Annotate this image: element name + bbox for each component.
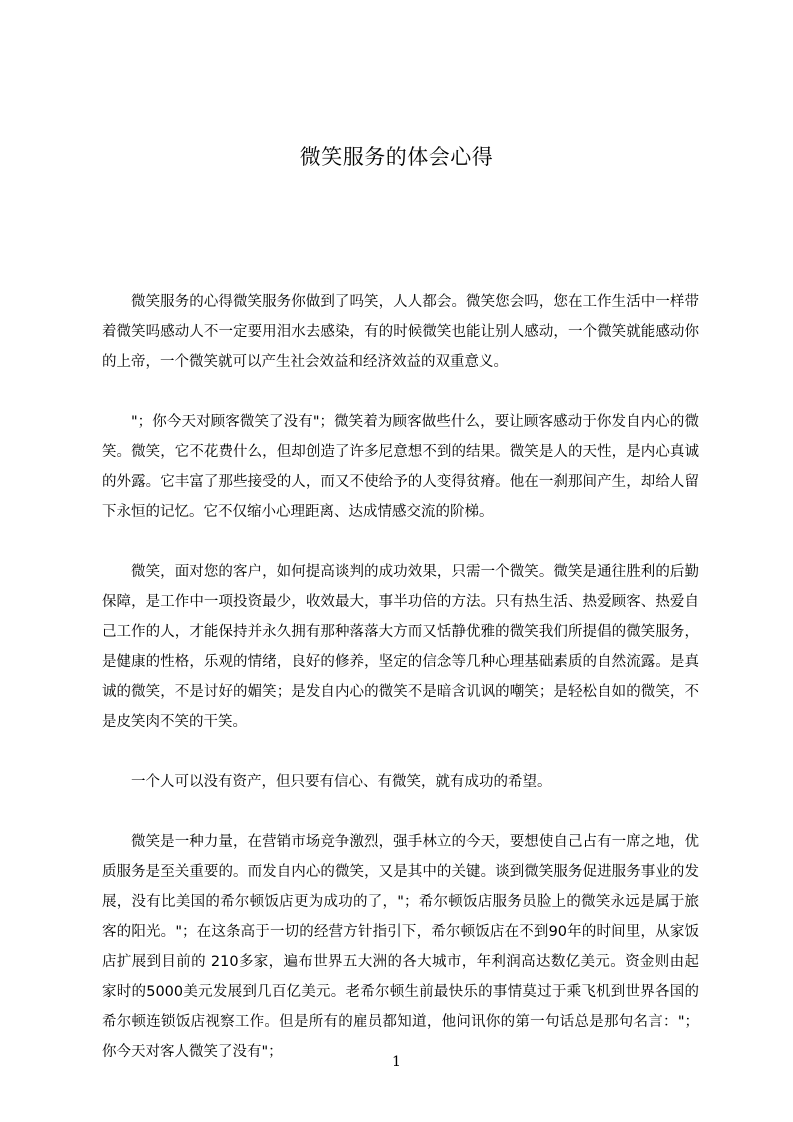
- paragraph-spacer: [102, 797, 699, 827]
- paragraph-spacer: [102, 377, 699, 407]
- paragraph-1: 微笑服务的心得微笑服务你做到了吗笑，人人都会。微笑您会吗，您在工作生活中一样带着微笑吗感动人不一定要用泪水去感染，有的时候微笑也能让别人感动，一个微笑就能感动你的上帝，一个微笑就可以产生社会效益和经济效益的双重意义。: [102, 294, 699, 370]
- paragraph-spacer: [102, 737, 699, 767]
- paragraph-2: "；你今天对顾客微笑了没有"；微笑着为顾客做些什么，要让顾客感动于你发自内心的微笑。微笑，它不花费什么，但却创造了许多尼意想不到的结果。微笑是人的天性，是内心真诚的外露。它丰富了那些接受的人，而又不使给予的人变得贫瘠。他在一刹那间产生，却给人留下永恒的记忆。它不仅缩小心理距离、达成情感交流的阶梯。: [102, 414, 699, 520]
- paragraph-3: 微笑，面对您的客户，如何提高谈判的成功效果，只需一个微笑。微笑是通往胜利的后勤保障，是工作中一项投资最少，收效最大，事半功倍的方法。只有热生活、热爱顾客、热爱自己工作的人，才能保持并永久拥有那种落落大方而又恬静优雅的微笑我们所提倡的微笑服务，是健康的性格，乐观的情绪，良好的修养，坚定的信念等几种心理基础素质的自然流露。是真诚的微笑，不是讨好的媚笑；是发自内心的微笑不是暗含讥讽的嘲笑；是轻松自如的微笑，不是皮笑肉不笑的干笑。: [102, 564, 699, 730]
- document-body: [102, 287, 699, 1060]
- document-title: 微笑服务的体会心得: [299, 145, 494, 169]
- paragraph-4: 一个人可以没有资产，但只要有信心、有微笑，就有成功的希望。: [131, 774, 552, 790]
- paragraph-5: 微笑是一种力量，在营销市场竞争激烈，强手林立的今天，要想使自己占有一席之地，优质服务是至关重要的。而发自内心的微笑，又是其中的关键。谈到微笑服务促进服务事业的发展，没有比美国的希尔顿饭店更为成功的了，"；希尔顿饭店服务员脸上的微笑永远是属于旅客的阳光。"；在这条高于一切的经营方针指引下，希尔顿饭店在不到90年的时间里，从家饭店扩展到目前的 210多家，遍布世界五大洲的各大城市，年利润高达数亿美元。资金则由起家时的5000美元发展到几百亿美元。老希尔顿生前最快乐的事情莫过于乘飞机到世界各国的希尔顿连锁饭店视察工作。但是所有的雇员都知道，他问讯你的第一句话总是那句名言："；你今天对客人微笑了没有"；: [102, 834, 699, 1060]
- paragraph-spacer: [102, 527, 699, 557]
- page-number: 1: [392, 1054, 401, 1070]
